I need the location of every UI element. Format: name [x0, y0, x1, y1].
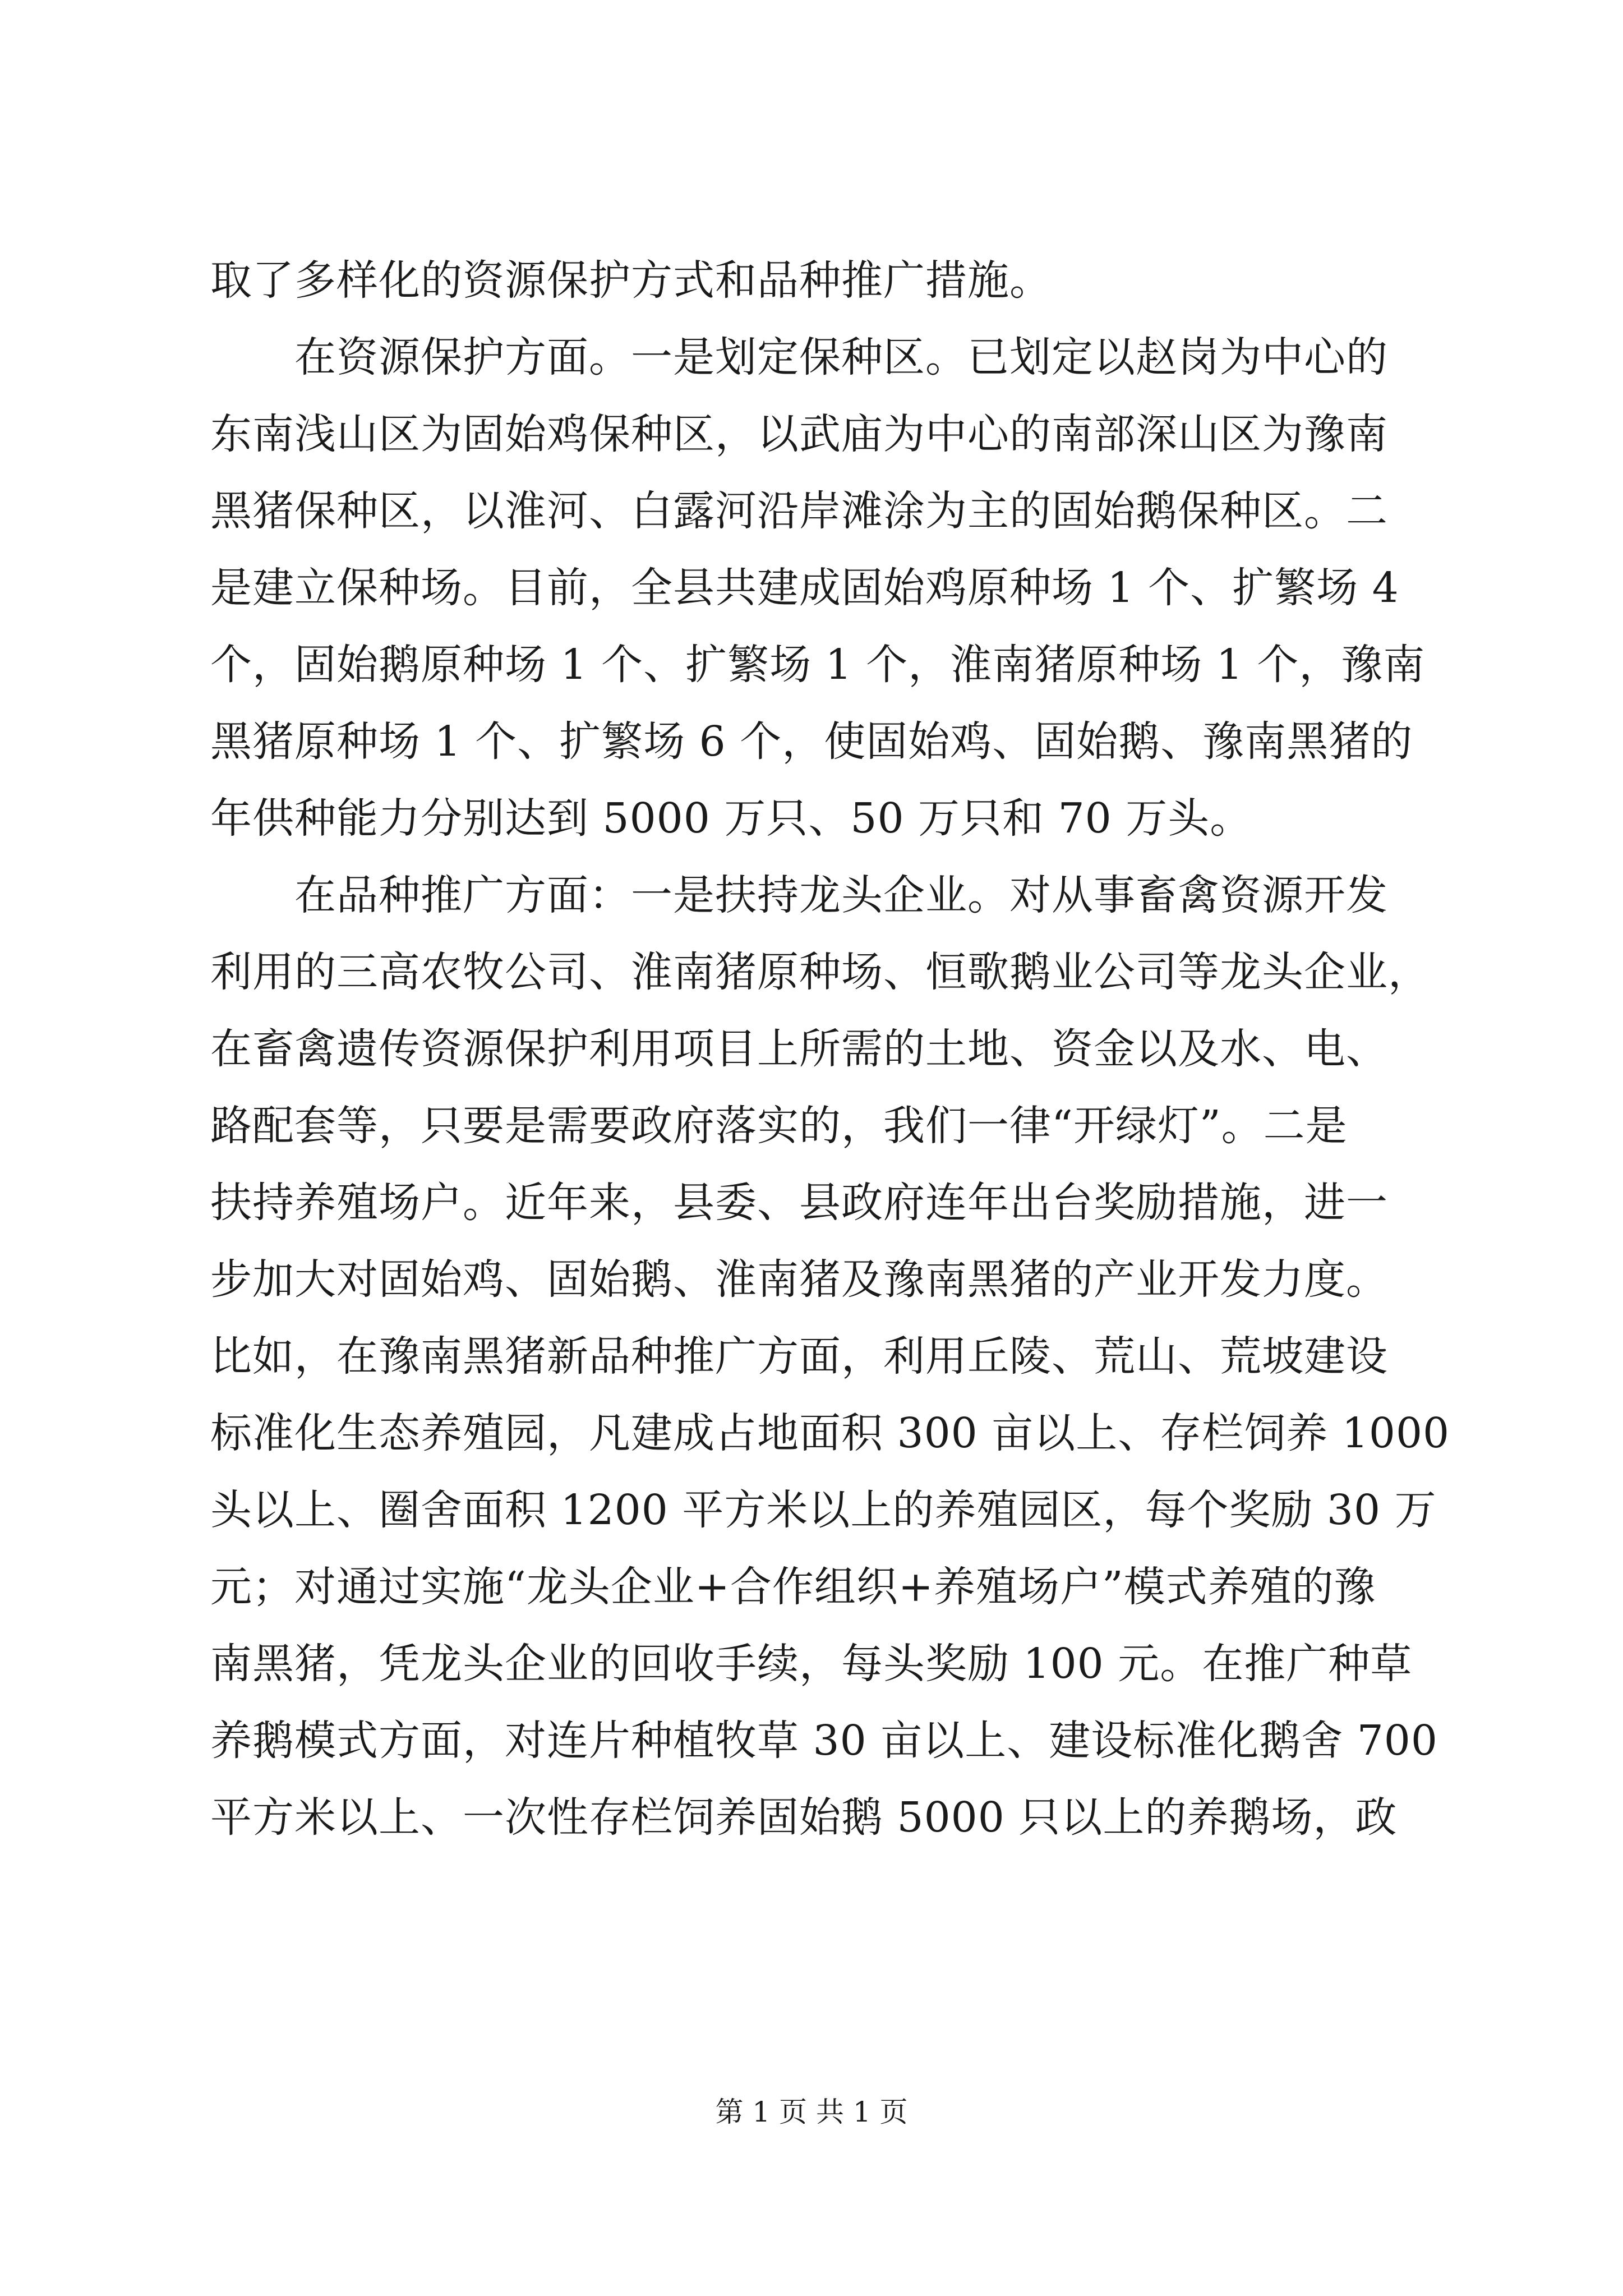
page-footer: 第 1 页 共 1 页: [715, 2096, 908, 2128]
text-line: 南黑猪，凭龙头企业的回收手续，每头奖励 100 元。在推广种草: [210, 1640, 1413, 1688]
text-line: 扶持养殖场户。近年来，县委、县政府连年出台奖励措施，进一: [210, 1179, 1388, 1227]
text-line: 年供种能力分别达到 5000 万只、50 万只和 70 万头。: [210, 794, 1252, 843]
text-line: 在品种推广方面：一是扶持龙头企业。对从事畜禽资源开发: [210, 871, 1388, 919]
text-line: 头以上、圈舍面积 1200 平方米以上的养殖园区，每个奖励 30 万: [210, 1486, 1437, 1534]
text-line: 利用的三高农牧公司、淮南猪原种场、恒歌鹅业公司等龙头企业，: [210, 948, 1430, 996]
text-line: 步加大对固始鸡、固始鹅、淮南猪及豫南黑猪的产业开发力度。: [210, 1255, 1388, 1304]
text-line: 平方米以上、一次性存栏饲养固始鹅 5000 只以上的养鹅场，政: [210, 1793, 1398, 1842]
text-line: 黑猪原种场 1 个、扩繁场 6 个，使固始鸡、固始鹅、豫南黑猪的: [210, 717, 1413, 766]
text-line: 比如，在豫南黑猪新品种推广方面，利用丘陵、荒山、荒坡建设: [210, 1332, 1388, 1381]
text-line: 在资源保护方面。一是划定保种区。已划定以赵岗为中心的: [210, 333, 1388, 381]
text-line: 在畜禽遗传资源保护利用项目上所需的土地、资金以及水、电、: [210, 1025, 1388, 1073]
text-line: 养鹅模式方面，对连片种植牧草 30 亩以上、建设标准化鹅舍 700: [210, 1717, 1438, 1765]
text-line: 元；对通过实施“龙头企业+合作组织+养殖场户”模式养殖的豫: [210, 1563, 1376, 1611]
text-line: 黑猪保种区，以淮河、白露河沿岸滩涂为主的固始鹅保种区。二: [210, 487, 1388, 535]
text-line: 取了多样化的资源保护方式和品种推广措施。: [210, 256, 1052, 305]
text-line: 是建立保种场。目前，全县共建成固始鸡原种场 1 个、扩繁场 4: [210, 564, 1399, 612]
text-line: 标准化生态养殖园，凡建成占地面积 300 亩以上、存栏饲养 1000: [210, 1409, 1450, 1457]
text-line: 东南浅山区为固始鸡保种区，以武庙为中心的南部深山区为豫南: [210, 410, 1388, 458]
text-line: 路配套等，只要是需要政府落实的，我们一律“开绿灯”。二是: [210, 1102, 1348, 1150]
text-line: 个，固始鹅原种场 1 个、扩繁场 1 个，淮南猪原种场 1 个，豫南: [210, 641, 1426, 689]
